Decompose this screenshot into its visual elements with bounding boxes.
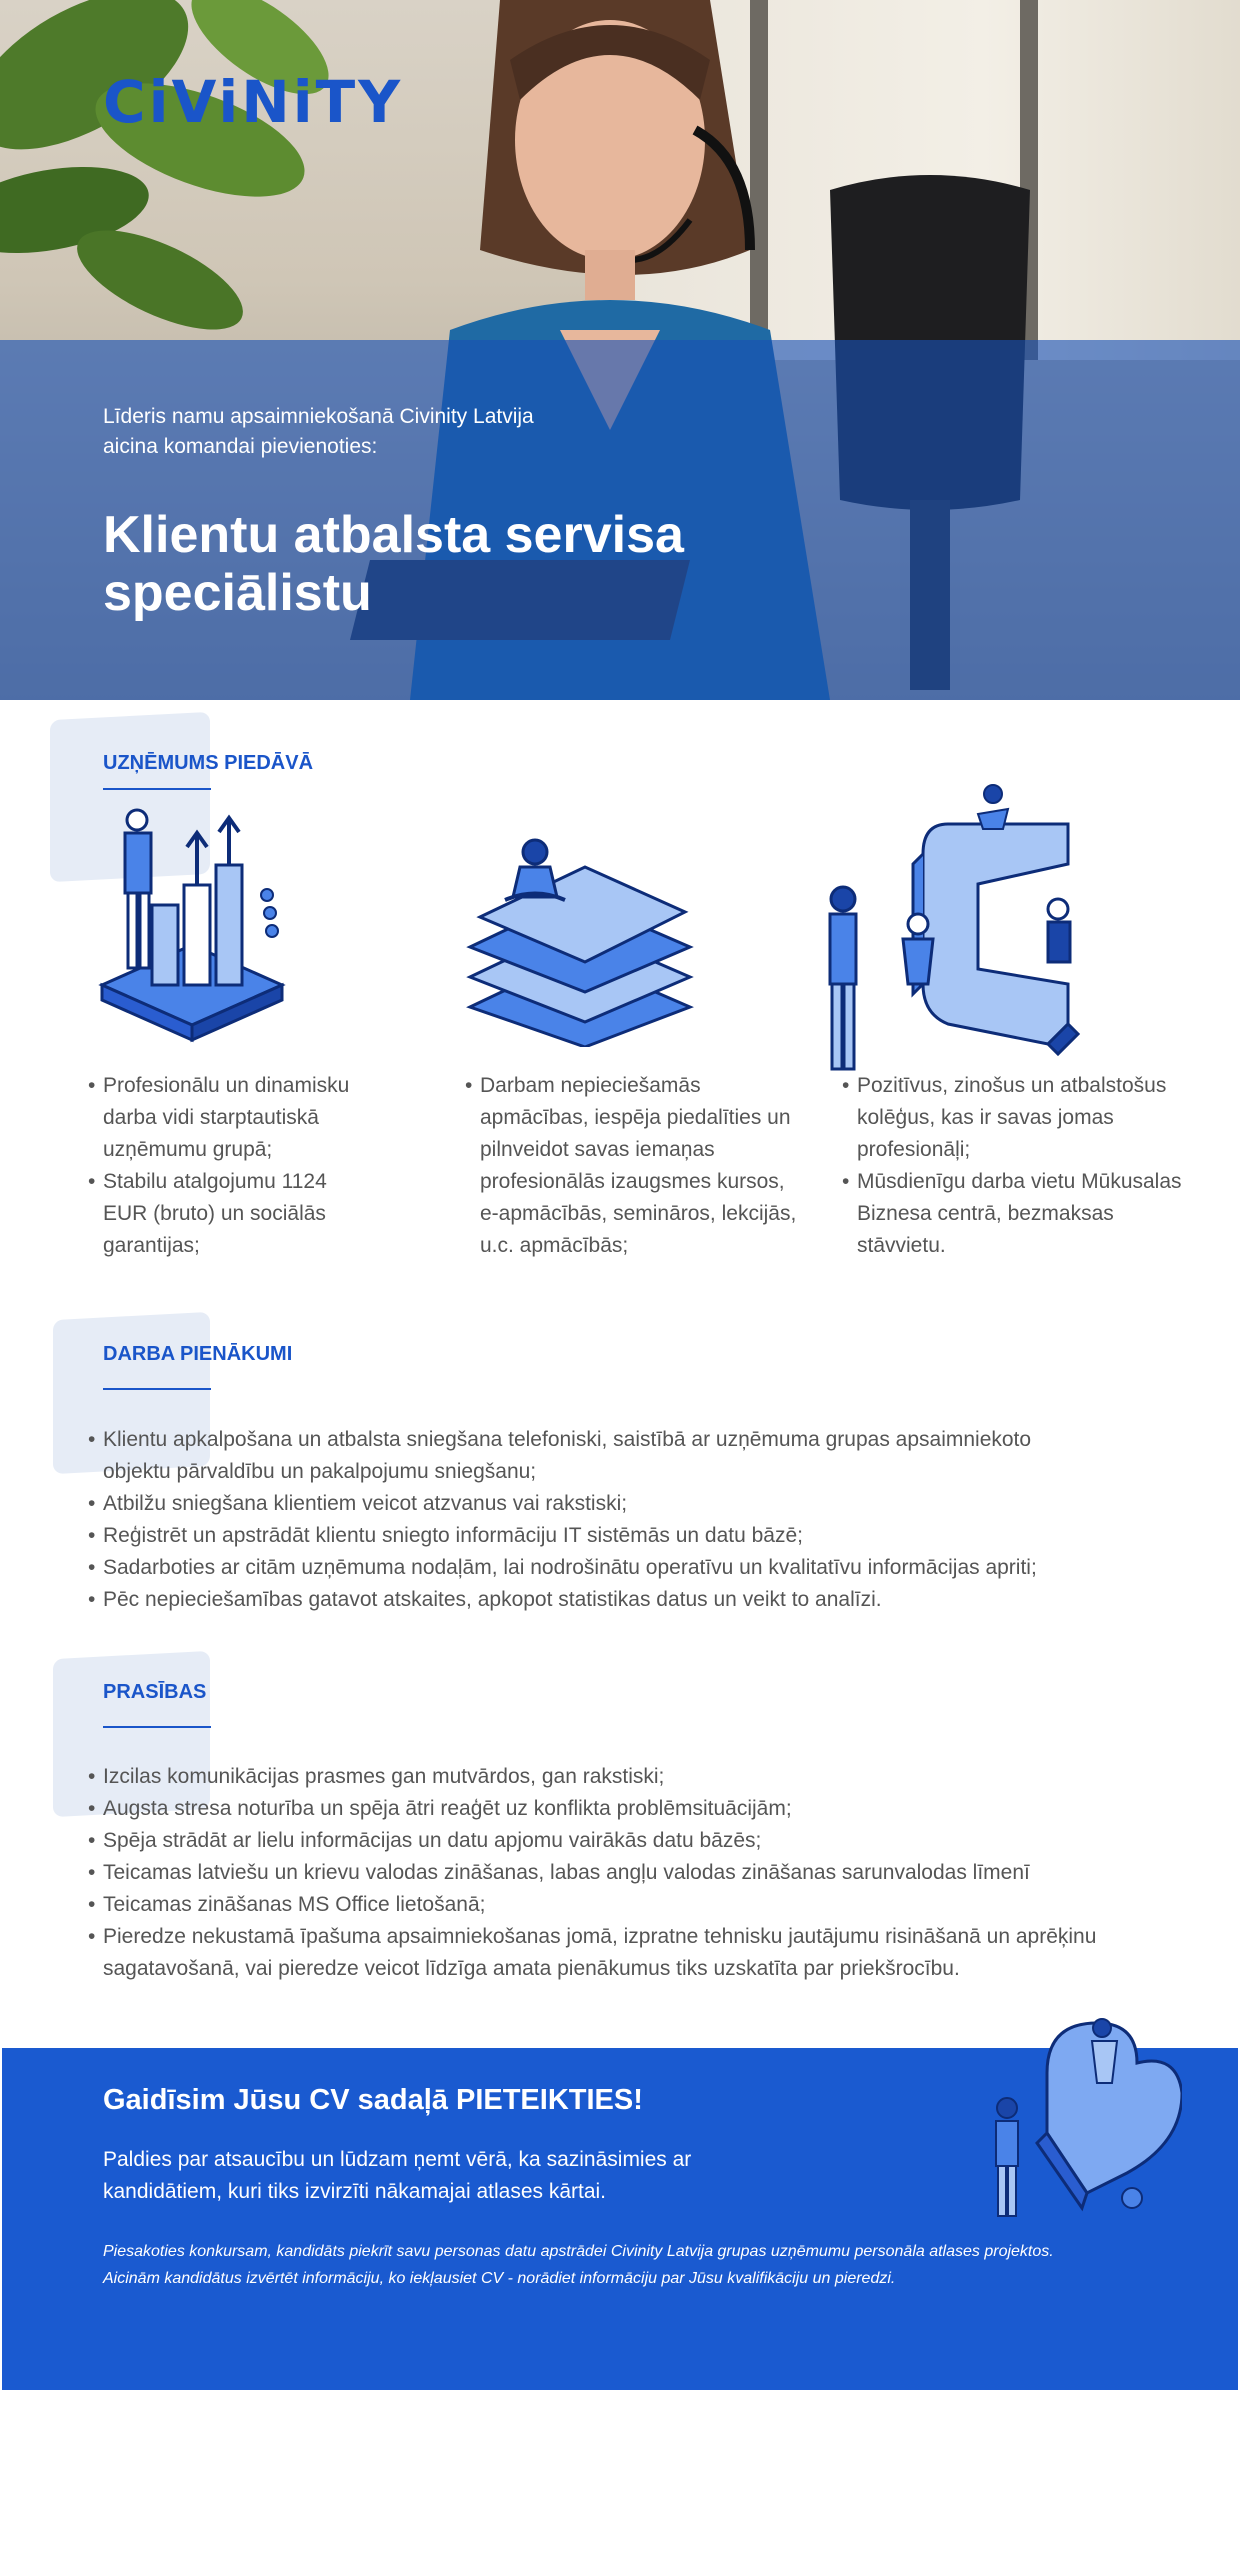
requirement-item: • Augsta stresa noturība un spēja ātri reaģēt uz konflikta problēmsituācijām; (103, 1793, 1103, 1825)
offer-item: • Mūsdienīgu darba vietu Mūkusalas Biznesa centrā, bezmaksas stāvvietu. (857, 1166, 1187, 1262)
offer-item: • Pozitīvus, zinošus un atbalstošus kolēģus, kas ir savas jomas profesionāļi; (857, 1070, 1187, 1166)
requirements-heading: PRASĪBAS (103, 1681, 207, 1703)
heart-team-illustration (987, 2013, 1182, 2223)
duty-item: • Pēc nepieciešamības gatavot atskaites, apkopot statistikas datus un veikt to analīzi. (103, 1584, 1103, 1616)
duty-item: • Atbilžu sniegšana klientiem veicot atzvanus vai rakstiski; (103, 1488, 1103, 1520)
requirement-item: • Teicamas zināšanas MS Office lietošanā; (103, 1889, 1103, 1921)
footer-title: Gaidīsim Jūsu CV sadaļā PIETEIKTIES! (103, 2084, 643, 2116)
job-title: Klientu atbalsta servisa speciālistu (103, 506, 684, 622)
hero-intro-text: Līderis namu apsaimniekošanā Civinity Latvija aicina komandai pievienoties: (103, 405, 534, 458)
duty-item: • Klientu apkalpošana un atbalsta sniegšana telefoniski, saistībā ar uzņēmuma grupas apsaimniekoto objektu pārvaldību un pakalpojumu sniegšanu; (103, 1424, 1103, 1488)
duties-heading: DARBA PIENĀKUMI (103, 1343, 293, 1365)
plant-image (0, 0, 380, 380)
offer-list-col-3 (857, 1070, 1187, 1262)
team-letter-c-illustration (808, 784, 1083, 1079)
requirement-item: • Pieredze nekustamā īpašuma apsaimniekošanas jomā, izpratne tehnisku jautājumu risināšanā un aprēķinu sagatavošanā, vai pieredze veicot līdzīga amata pienākumus tiks uzskatīta par priekšrocību. (103, 1921, 1103, 1985)
growth-chart-illustration (92, 805, 292, 1045)
requirements-heading-underline (103, 1726, 211, 1728)
requirement-item: • Izcilas komunikācijas prasmes gan mutvārdos, gan rakstiski; (103, 1761, 1103, 1793)
footer-privacy-note: Piesakoties konkursam, kandidāts piekrīt savu personas datu apstrādei Civinity Latvija grupas uzņēmumu personāla atlases projektos. Aicinām kandidātus izvērtēt informāciju, ko iekļausiet CV - norādiet informāciju par Jūsu kvalifikāciju un pieredzi. (103, 2243, 1054, 2287)
civinity-logo: CiViNiTY (103, 68, 404, 136)
duties-heading-underline (103, 1388, 211, 1390)
footer-text: Paldies par atsaucību un lūdzam ņemt vērā, ka sazināsimies ar kandidātiem, kuri tiks izvirzīti nākamajai atlases kārtai. (103, 2148, 692, 2203)
requirements-list (103, 1761, 1103, 1985)
duty-item: • Reģistrēt un apstrādāt klientu sniegto informāciju IT sistēmās un datu bāzē; (103, 1520, 1103, 1552)
books-illustration (465, 832, 695, 1047)
offer-heading: UZŅĒMUMS PIEDĀVĀ (103, 752, 314, 774)
offer-heading-underline (103, 788, 211, 790)
offer-list-col-1 (103, 1070, 363, 1262)
requirement-item: • Teicamas latviešu un krievu valodas zināšanas, labas angļu valodas zināšanas sarunvalodas līmenī (103, 1857, 1103, 1889)
footer-cta (2, 2048, 1238, 2390)
offer-item: • Stabilu atalgojumu 1124 EUR (bruto) un sociālās garantijas; (103, 1166, 363, 1262)
duty-item: • Sadarboties ar citām uzņēmuma nodaļām, lai nodrošinātu operatīvu un kvalitatīvu informācijas apriti; (103, 1552, 1103, 1584)
offer-list-col-2 (480, 1070, 800, 1262)
offer-item: • Darbam nepieciešamās apmācības, iespēja piedalīties un pilnveidot savas iemaņas profesionālās izaugsmes kursos, e-apmācībās, semināros, lekcijās, u.c. apmācībās; (480, 1070, 800, 1262)
hero-banner (0, 0, 1240, 700)
duties-list (103, 1424, 1103, 1616)
offer-item: • Profesionālu un dinamisku darba vidi starptautiskā uzņēmumu grupā; (103, 1070, 363, 1166)
requirement-item: • Spēja strādāt ar lielu informācijas un datu apjomu vairākās datu bāzēs; (103, 1825, 1103, 1857)
